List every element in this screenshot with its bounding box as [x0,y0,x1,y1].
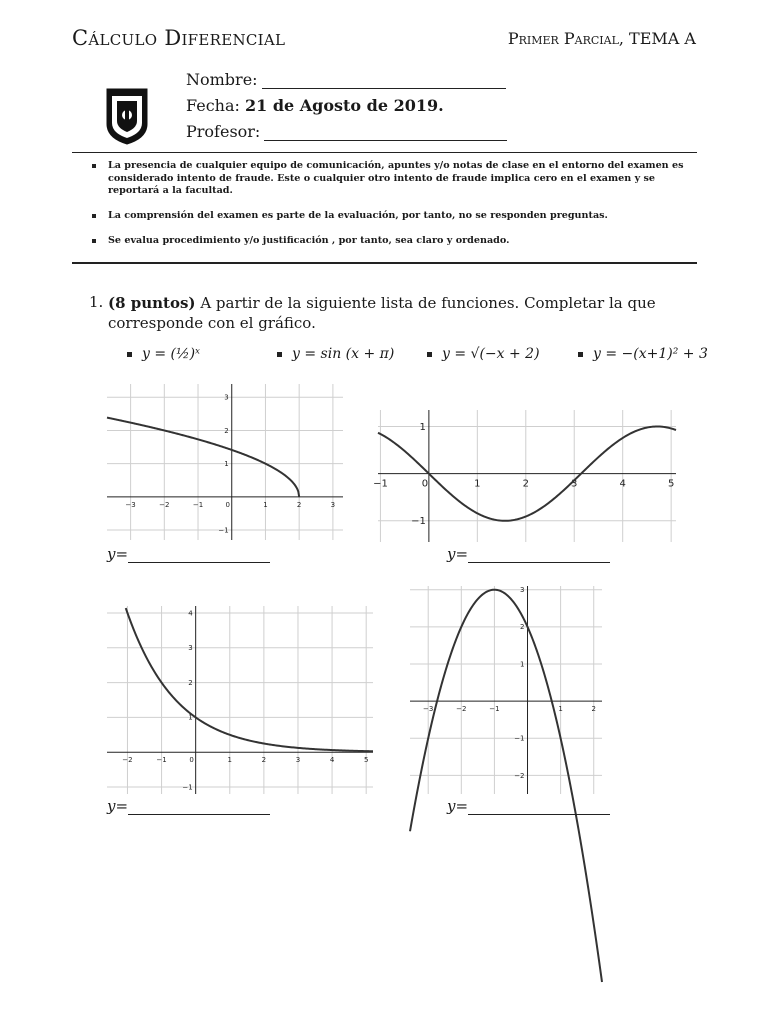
y-tick-label: −1 [514,734,525,743]
x-tick-label: −1 [489,705,500,714]
graph-3-canvas [107,606,373,794]
y-tick-label: 2 [188,678,193,687]
x-tick-label: −3 [423,705,434,714]
professor-label: Profesor: [186,122,261,141]
x-tick-label: 2 [522,478,529,490]
function-option: y = −(x+1)² + 3 [578,346,708,362]
x-tick-label: 0 [421,478,429,490]
x-tick-label: 2 [591,705,596,714]
function-option: y = (½)ˣ [127,346,200,362]
question-body: A partir de la siguiente lista de funciones. Completar la que corresponde con el gráfico. [108,294,656,332]
header-divider [72,152,697,153]
x-tick-label: 0 [225,500,230,509]
x-tick-label: −2 [122,756,133,765]
x-tick-label: 2 [261,756,267,765]
answer-line[interactable] [468,549,610,563]
x-tick-label: 2 [296,500,302,509]
y-tick-label: 1 [224,459,229,468]
graph-3 [107,606,373,794]
answer-field-3[interactable]: y= [107,797,270,815]
function-option: y = √(−x + 2) [427,346,540,362]
bullet-icon [277,352,282,357]
university-logo [104,86,150,146]
y-tick-label: 1 [188,713,193,722]
date-value: 21 de Agosto de 2019. [244,96,444,115]
x-tick-label: 0 [189,756,194,765]
y-tick-label: −2 [514,771,525,780]
answer-field-2[interactable]: y= [447,545,610,563]
bullet-icon [427,352,432,357]
x-tick-label: 5 [667,478,675,490]
x-tick-label: −1 [192,500,204,509]
function-curve [410,590,602,982]
x-tick-label: 1 [558,705,563,714]
y-tick-label: 1 [520,660,525,669]
graph-4-canvas [410,586,602,794]
date-row [186,96,444,115]
course-title: Cálculo Diferencial [72,26,286,50]
name-field[interactable] [262,74,506,89]
y-tick-label: 3 [224,393,229,402]
y-tick-label: 2 [520,623,525,632]
y-tick-label: 4 [188,609,193,618]
exam-title: Primer Parcial, TEMA A [507,29,696,48]
graph-4 [410,586,602,794]
name-row [186,70,506,89]
x-tick-label: 3 [571,478,578,490]
x-tick-label: −3 [125,500,136,509]
x-tick-label: −1 [373,478,388,490]
x-tick-label: 1 [263,500,268,509]
x-tick-label: 5 [363,756,369,765]
professor-field[interactable] [264,126,507,141]
x-tick-label: 4 [329,756,335,765]
y-tick-label: 2 [224,426,229,435]
graph-2 [373,410,676,542]
answer-line[interactable] [128,549,270,563]
graph-1 [107,384,343,540]
x-tick-label: 1 [474,478,481,490]
x-tick-label: 3 [330,500,336,509]
bullet-icon [578,352,583,357]
x-tick-label: −2 [456,705,467,714]
graph-2-canvas [373,410,676,542]
x-tick-label: 4 [619,478,626,490]
question-number: 1. [89,293,104,311]
bullet-icon [127,352,132,357]
y-tick-label: −1 [182,783,193,792]
question-text [108,293,700,333]
x-tick-label: −2 [159,500,170,509]
professor-row [186,122,507,141]
answer-line[interactable] [468,801,610,815]
bullet-icon [92,214,96,218]
graph-1-canvas [107,384,343,540]
function-curve [107,418,299,497]
x-tick-label: 3 [295,756,301,765]
x-tick-label: 1 [227,756,233,765]
question-points: (8 puntos) [108,294,196,312]
answer-field-4[interactable]: y= [447,797,610,815]
y-tick-label: −1 [218,526,229,535]
y-tick-label: 1 [419,421,426,433]
function-option: y = sin (x + π) [277,346,394,362]
answer-line[interactable] [128,801,270,815]
date-label: Fecha: [186,96,240,115]
y-tick-label: −1 [411,516,426,528]
rules-divider [72,262,697,264]
function-curve [126,608,373,751]
y-tick-label: 3 [188,644,193,653]
bullet-icon [92,239,96,243]
x-tick-label: −1 [156,756,167,765]
answer-field-1[interactable]: y= [107,545,270,563]
exam-page: Cálculo Diferencial Primer Parcial, TEMA A Nombre: Fecha: 21 de Agosto de 2019. Profesor: La presencia de cualquier equipo de comunicación, apuntes y/o notas de clase en el entorno del examen es considerado intento de fraude. Este o cualquier otro intento de fraude implica cero en el examen y se reportará a la facultad. La comprensión del examen es parte de la evaluación, por tanto, no se responden preguntas. Se evalua procedimiento y/o justificación , por tanto, sea claro y ordenado. 1. (8 puntos) A partir de la siguiente lista de funciones. Completar la que corresponde con el gráfico. y = (½)ˣ y = sin (x + π) y = √(−x + 2) y = −(x+1)² + 3 −3 −2 −1 0 1 2 3 3 2 1 −1 −1 0 1 2 3 4 5 1 −1 −2 −1 0 1 2 3 4 5 4 3 2 1 −1 −3 −2 −1 1 2 3 2 1 −1 −2 y= y= y= y= [0,0,768,1024]
name-label: Nombre: [186,70,258,89]
bullet-icon [92,164,96,168]
y-tick-label: 3 [520,586,525,595]
